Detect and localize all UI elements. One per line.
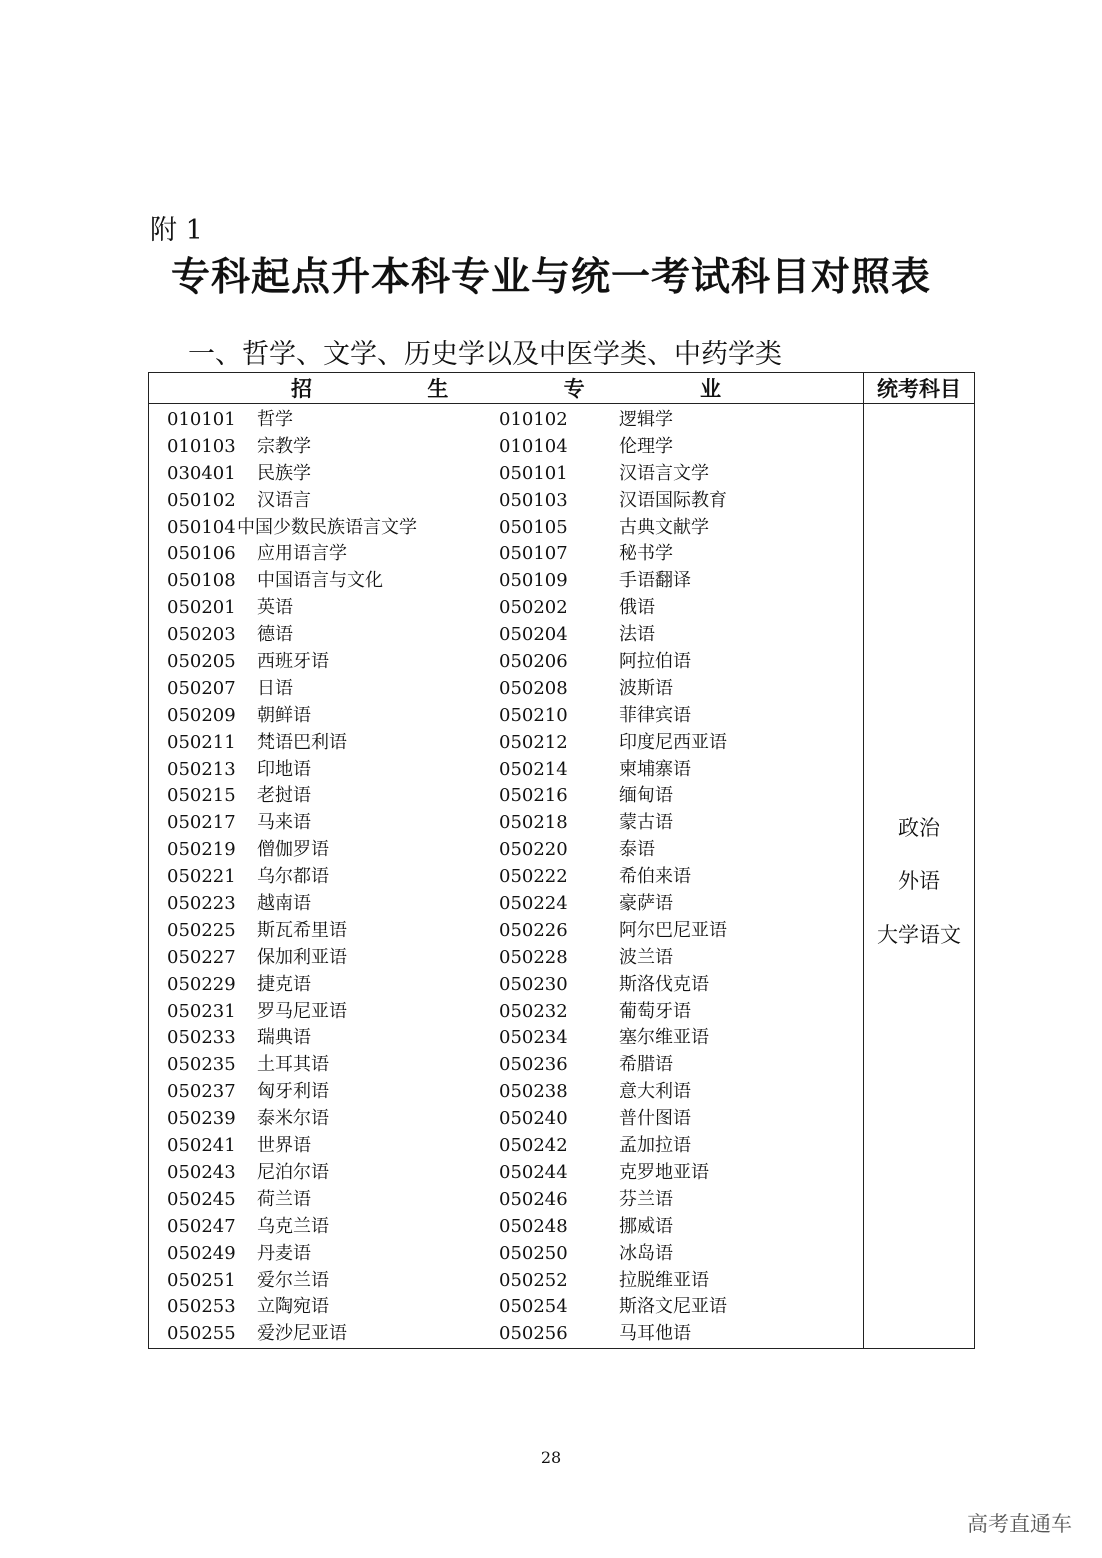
major-code: 050253 — [167, 1296, 236, 1318]
major-code: 050209 — [167, 704, 236, 726]
majors-list — [149, 404, 863, 1348]
major-code: 050102 — [167, 489, 236, 511]
major-code: 050227 — [167, 946, 236, 968]
major-name: 冰岛语 — [619, 1242, 673, 1264]
table-row — [149, 757, 863, 784]
table-row — [149, 434, 863, 461]
major-code: 050108 — [167, 570, 236, 592]
major-name: 汉语言 — [257, 489, 311, 511]
subject-college-chinese: 大学语文 — [877, 923, 961, 947]
major-code: 050107 — [499, 543, 568, 565]
table-row — [149, 595, 863, 622]
major-name: 塞尔维亚语 — [619, 1027, 709, 1049]
major-name: 伦理学 — [619, 435, 673, 457]
major-code: 050255 — [167, 1323, 236, 1345]
major-code: 050230 — [499, 973, 568, 995]
table-row — [149, 488, 863, 515]
major-code: 050216 — [499, 785, 568, 807]
major-name: 逻辑学 — [619, 409, 673, 430]
major-name: 爱尔兰语 — [257, 1269, 329, 1291]
major-name: 豪萨语 — [619, 893, 673, 915]
major-code: 050225 — [167, 919, 236, 941]
major-code: 050201 — [167, 597, 236, 619]
table-row — [149, 730, 863, 757]
major-code: 050104 — [167, 516, 236, 538]
major-code: 050212 — [499, 731, 568, 753]
section-heading: 一、哲学、文学、历史学以及中医学类、中药学类 — [188, 339, 782, 370]
major-code: 050103 — [499, 489, 568, 511]
major-code: 050243 — [167, 1161, 236, 1183]
major-code: 050222 — [499, 866, 568, 888]
major-name: 葡萄牙语 — [619, 1000, 691, 1022]
major-code: 050247 — [167, 1215, 236, 1237]
major-name: 波兰语 — [619, 946, 673, 968]
header-major — [149, 373, 864, 404]
major-name: 蒙古语 — [619, 812, 673, 834]
page-title: 专科起点升本科专业与统一考试科目对照表 — [170, 254, 931, 300]
major-name: 阿尔巴尼亚语 — [619, 919, 727, 941]
major-code: 050252 — [499, 1269, 568, 1291]
major-name: 普什图语 — [619, 1108, 691, 1130]
major-name: 土耳其语 — [257, 1054, 329, 1076]
major-name: 汉语言文学 — [619, 462, 709, 484]
major-code: 050203 — [167, 624, 236, 646]
major-code: 050106 — [167, 543, 236, 565]
major-code: 050215 — [167, 785, 236, 807]
major-name: 中国少数民族语言文学 — [237, 516, 417, 538]
major-name: 梵语巴利语 — [257, 731, 347, 753]
major-code: 050210 — [499, 704, 568, 726]
table-row — [149, 1133, 863, 1160]
major-code: 030401 — [167, 462, 236, 484]
major-name: 波斯语 — [619, 677, 673, 699]
major-name: 老挝语 — [257, 785, 311, 807]
major-name: 手语翻译 — [619, 570, 691, 592]
major-name: 德语 — [257, 624, 293, 646]
major-name: 秘书学 — [619, 543, 673, 565]
major-name: 斯洛文尼亚语 — [619, 1296, 727, 1318]
major-code: 050239 — [167, 1108, 236, 1130]
major-name: 民族学 — [257, 462, 311, 484]
major-code: 050218 — [499, 812, 568, 834]
major-subject-table — [148, 372, 975, 1349]
table-row — [149, 1187, 863, 1214]
major-code: 050211 — [167, 731, 236, 753]
major-code: 050256 — [499, 1323, 568, 1345]
major-code: 050202 — [499, 597, 568, 619]
major-name: 印地语 — [257, 758, 311, 780]
major-name: 克罗地亚语 — [619, 1161, 709, 1183]
major-code: 050245 — [167, 1188, 236, 1210]
major-name: 世界语 — [257, 1135, 311, 1157]
major-name: 应用语言学 — [257, 543, 347, 565]
major-code: 050232 — [499, 1000, 568, 1022]
major-name: 尼泊尔语 — [257, 1161, 329, 1183]
major-name: 宗教学 — [257, 435, 311, 457]
major-code: 050221 — [167, 866, 236, 888]
header-exam: 统考科目 — [864, 373, 975, 404]
major-code: 050101 — [499, 462, 568, 484]
subjects-cell — [864, 404, 975, 1349]
major-name: 希腊语 — [619, 1054, 673, 1076]
major-code: 050217 — [167, 812, 236, 834]
major-name: 阿拉伯语 — [619, 651, 691, 673]
major-name: 汉语国际教育 — [619, 489, 727, 511]
table-row — [149, 891, 863, 918]
major-code: 050241 — [167, 1135, 236, 1157]
major-code: 050248 — [499, 1215, 568, 1237]
major-code: 050233 — [167, 1027, 236, 1049]
major-name: 捷克语 — [257, 973, 311, 995]
major-name: 乌克兰语 — [257, 1215, 329, 1237]
major-code: 050220 — [499, 839, 568, 861]
major-code: 010103 — [167, 435, 236, 457]
table-row — [149, 676, 863, 703]
major-code: 050236 — [499, 1054, 568, 1076]
major-code: 050238 — [499, 1081, 568, 1103]
major-code: 050226 — [499, 919, 568, 941]
major-code: 050242 — [499, 1135, 568, 1157]
major-code: 050213 — [167, 758, 236, 780]
table-row — [149, 810, 863, 837]
major-code: 050229 — [167, 973, 236, 995]
major-name: 哲学 — [257, 409, 293, 430]
major-code: 050219 — [167, 839, 236, 861]
major-code: 050250 — [499, 1242, 568, 1264]
major-name: 挪威语 — [619, 1215, 673, 1237]
major-name: 丹麦语 — [257, 1242, 311, 1264]
major-name: 斯洛伐克语 — [619, 973, 709, 995]
major-name: 僧伽罗语 — [257, 839, 329, 861]
major-code: 050244 — [499, 1161, 568, 1183]
major-name: 古典文献学 — [619, 516, 709, 538]
major-code: 010101 — [167, 409, 236, 430]
watermark: 高考直通车 — [967, 1512, 1072, 1536]
major-name: 希伯来语 — [619, 866, 691, 888]
header-major-label: 招 生 专 业 — [291, 376, 775, 401]
table-row — [149, 515, 863, 542]
major-name: 越南语 — [257, 893, 311, 915]
major-name: 罗马尼亚语 — [257, 1000, 347, 1022]
major-code: 050246 — [499, 1188, 568, 1210]
major-code: 050204 — [499, 624, 568, 646]
table-row — [149, 972, 863, 999]
major-code: 050109 — [499, 570, 568, 592]
table-row — [149, 945, 863, 972]
major-name: 英语 — [257, 597, 293, 619]
major-name: 缅甸语 — [619, 785, 673, 807]
table-row — [149, 783, 863, 810]
table-row — [149, 703, 863, 730]
major-code: 050105 — [499, 516, 568, 538]
page-number: 28 — [540, 1448, 562, 1467]
table-row — [149, 1106, 863, 1133]
major-name: 菲律宾语 — [619, 704, 691, 726]
major-name: 泰语 — [619, 839, 655, 861]
table-row — [149, 1052, 863, 1079]
major-code: 050228 — [499, 946, 568, 968]
major-name: 印度尼西亚语 — [619, 731, 727, 753]
major-name: 马耳他语 — [619, 1323, 691, 1345]
major-code: 050254 — [499, 1296, 568, 1318]
table-row — [149, 1321, 863, 1348]
major-code: 050249 — [167, 1242, 236, 1264]
subject-politics: 政治 — [898, 816, 940, 840]
table-row — [149, 864, 863, 891]
majors-cell — [149, 404, 864, 1349]
table-row — [149, 1241, 863, 1268]
table-row — [149, 461, 863, 488]
major-code: 050207 — [167, 677, 236, 699]
major-name: 日语 — [257, 677, 293, 699]
major-name: 中国语言与文化 — [257, 570, 383, 592]
major-code: 050235 — [167, 1054, 236, 1076]
major-name: 瑞典语 — [257, 1027, 311, 1049]
subject-foreign-language: 外语 — [898, 869, 940, 893]
major-code: 010102 — [499, 409, 568, 430]
table-row — [149, 1079, 863, 1106]
major-code: 050237 — [167, 1081, 236, 1103]
major-name: 乌尔都语 — [257, 866, 329, 888]
major-name: 孟加拉语 — [619, 1135, 691, 1157]
table-row — [149, 541, 863, 568]
major-name: 荷兰语 — [257, 1188, 311, 1210]
table-row — [149, 622, 863, 649]
major-name: 匈牙利语 — [257, 1081, 329, 1103]
major-name: 马来语 — [257, 812, 311, 834]
major-code: 050231 — [167, 1000, 236, 1022]
major-code: 050240 — [499, 1108, 568, 1130]
major-name: 保加利亚语 — [257, 946, 347, 968]
major-name: 俄语 — [619, 597, 655, 619]
table-row — [149, 837, 863, 864]
table-row — [149, 568, 863, 595]
major-name: 拉脱维亚语 — [619, 1269, 709, 1291]
major-name: 芬兰语 — [619, 1188, 673, 1210]
major-code: 050208 — [499, 677, 568, 699]
major-code: 010104 — [499, 435, 568, 457]
major-name: 法语 — [619, 624, 655, 646]
major-code: 050223 — [167, 893, 236, 915]
major-name: 朝鲜语 — [257, 704, 311, 726]
table-row — [149, 1268, 863, 1295]
major-name: 柬埔寨语 — [619, 758, 691, 780]
major-code: 050234 — [499, 1027, 568, 1049]
annex-label: 附 1 — [150, 215, 203, 246]
major-code: 050205 — [167, 651, 236, 673]
table-row — [149, 1160, 863, 1187]
major-name: 意大利语 — [619, 1081, 691, 1103]
major-code: 050206 — [499, 651, 568, 673]
table-row — [149, 407, 863, 434]
table-row — [149, 918, 863, 945]
major-name: 泰米尔语 — [257, 1108, 329, 1130]
table-row — [149, 649, 863, 676]
major-code: 050214 — [499, 758, 568, 780]
major-name: 爱沙尼亚语 — [257, 1323, 347, 1345]
table-row — [149, 1294, 863, 1321]
major-code: 050224 — [499, 893, 568, 915]
major-name: 斯瓦希里语 — [257, 919, 347, 941]
table-row — [149, 1214, 863, 1241]
major-name: 立陶宛语 — [257, 1296, 329, 1318]
table-row — [149, 999, 863, 1026]
major-code: 050251 — [167, 1269, 236, 1291]
major-name: 西班牙语 — [257, 651, 329, 673]
table-row — [149, 1025, 863, 1052]
